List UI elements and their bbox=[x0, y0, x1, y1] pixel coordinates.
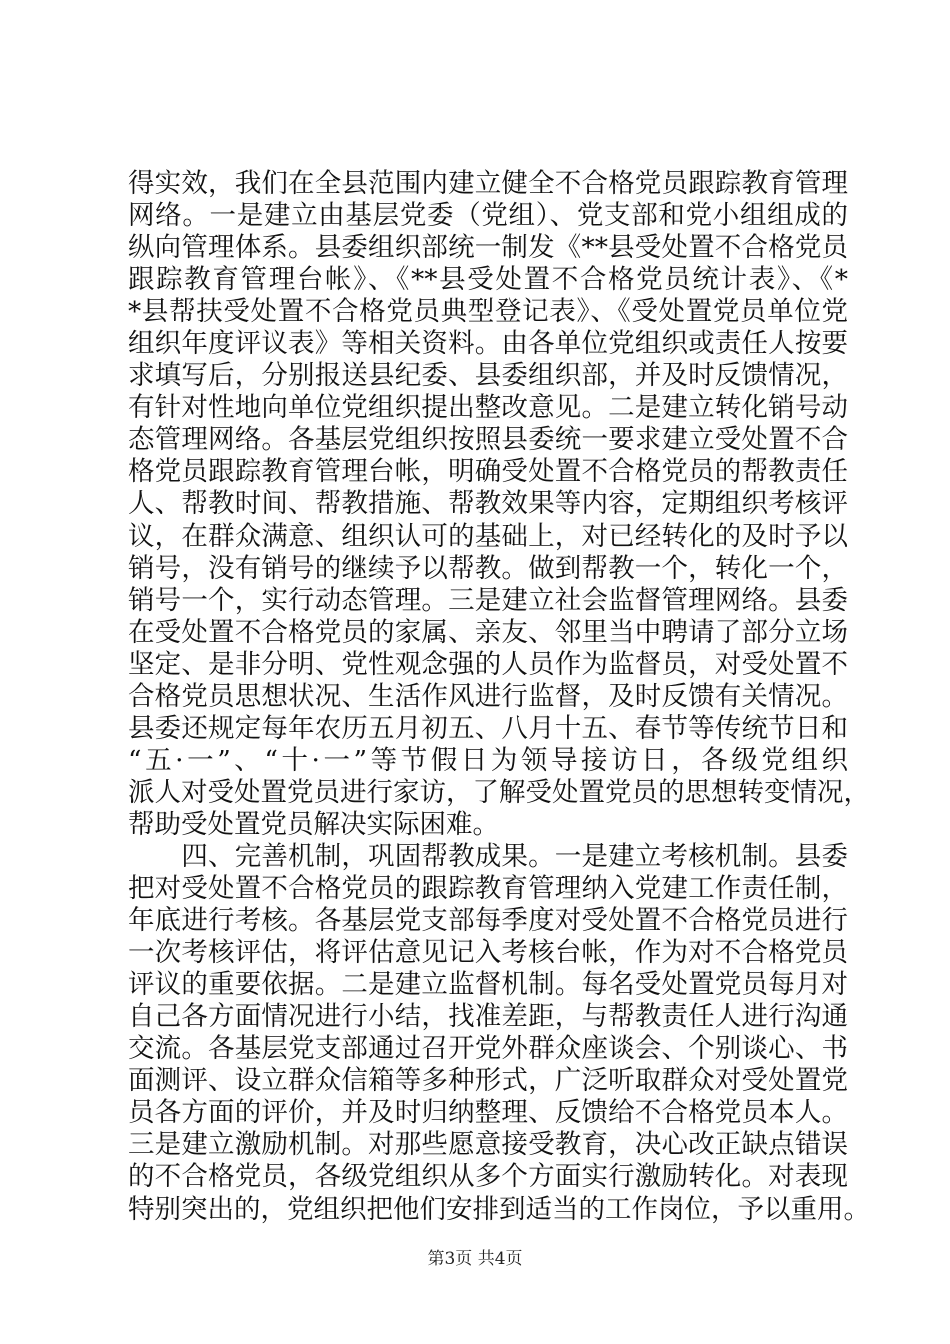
text-line: 面测评、设立群众信箱等多种形式，广泛听取群众对受处置党 bbox=[128, 1065, 848, 1097]
text-line: 坚定、是非分明、党性观念强的人员作为监督员，对受处置不 bbox=[128, 648, 848, 680]
text-line: 自己各方面情况进行小结，找准差距，与帮教责任人进行沟通 bbox=[128, 1001, 848, 1033]
text-line: 派人对受处置党员进行家访，了解受处置党员的思想转变情况， bbox=[128, 776, 870, 808]
text-line: 有针对性地向单位党组织提出整改意见。二是建立转化销号动 bbox=[128, 392, 848, 424]
text-line: 帮助受处置党员解决实际困难。 bbox=[128, 808, 499, 840]
text-line: 得实效，我们在全县范围内建立健全不合格党员跟踪教育管理 bbox=[128, 168, 848, 199]
text-line: 销号一个，实行动态管理。三是建立社会监督管理网络。县委 bbox=[128, 584, 848, 616]
text-line: 组织年度评议表》等相关资料。由各单位党组织或责任人按要 bbox=[128, 328, 848, 360]
text-line: 县委还规定每年农历五月初五、八月十五、春节等传统节日和 bbox=[128, 712, 848, 744]
text-line: 纵向管理体系。县委组织部统一制发《**县受处置不合格党员 bbox=[128, 232, 848, 264]
text-line: 合格党员思想状况、生活作风进行监督，及时反馈有关情况。 bbox=[128, 680, 848, 712]
text-line: 评议的重要依据。二是建立监督机制。每名受处置党员每月对 bbox=[128, 969, 848, 1001]
text-line: 议，在群众满意、组织认可的基础上，对已经转化的及时予以 bbox=[128, 520, 848, 552]
text-line: 把对受处置不合格党员的跟踪教育管理纳入党建工作责任制， bbox=[128, 873, 848, 905]
text-line: 年底进行考核。各基层党支部每季度对受处置不合格党员进行 bbox=[128, 905, 848, 937]
text-line: 网络。一是建立由基层党委（党组）、党支部和党小组组成的 bbox=[128, 200, 848, 232]
text-line: “五·一”、“十·一”等节假日为领导接访日，各级党组织 bbox=[128, 744, 848, 776]
page-footer: 第3页 共4页 bbox=[427, 1249, 523, 1269]
text-line: 格党员跟踪教育管理台帐，明确受处置不合格党员的帮教责任 bbox=[128, 456, 848, 488]
text-line: 在受处置不合格党员的家属、亲友、邻里当中聘请了部分立场 bbox=[128, 616, 848, 648]
text-line: 的不合格党员，各级党组织从多个方面实行激励转化。对表现 bbox=[128, 1161, 848, 1193]
text-line: 跟踪教育管理台帐》、《**县受处置不合格党员统计表》、《* bbox=[128, 264, 848, 296]
text-line: 交流。各基层党支部通过召开党外群众座谈会、个别谈心、书 bbox=[128, 1033, 848, 1065]
text-line: *县帮扶受处置不合格党员典型登记表》、《受处置党员单位党 bbox=[128, 296, 848, 328]
text-line: 人、帮教时间、帮教措施、帮教效果等内容，定期组织考核评 bbox=[128, 488, 848, 520]
text-line: 态管理网络。各基层党组织按照县委统一要求建立受处置不合 bbox=[128, 424, 848, 456]
text-line: 销号，没有销号的继续予以帮教。做到帮教一个，转化一个， bbox=[128, 552, 848, 584]
text-line: 一次考核评估，将评估意见记入考核台帐，作为对不合格党员 bbox=[128, 937, 848, 969]
text-line: 求填写后，分别报送县纪委、县委组织部，并及时反馈情况， bbox=[128, 360, 848, 392]
text-line: 三是建立激励机制。对那些愿意接受教育，决心改正缺点错误 bbox=[128, 1129, 848, 1161]
text-line: 员各方面的评价，并及时归纳整理、反馈给不合格党员本人。 bbox=[128, 1097, 848, 1129]
text-line: 四、完善机制，巩固帮教成果。一是建立考核机制。县委 bbox=[128, 840, 848, 872]
body-text bbox=[128, 168, 870, 1226]
text-line: 特别突出的，党组织把他们安排到适当的工作岗位，予以重用。 bbox=[128, 1193, 870, 1225]
